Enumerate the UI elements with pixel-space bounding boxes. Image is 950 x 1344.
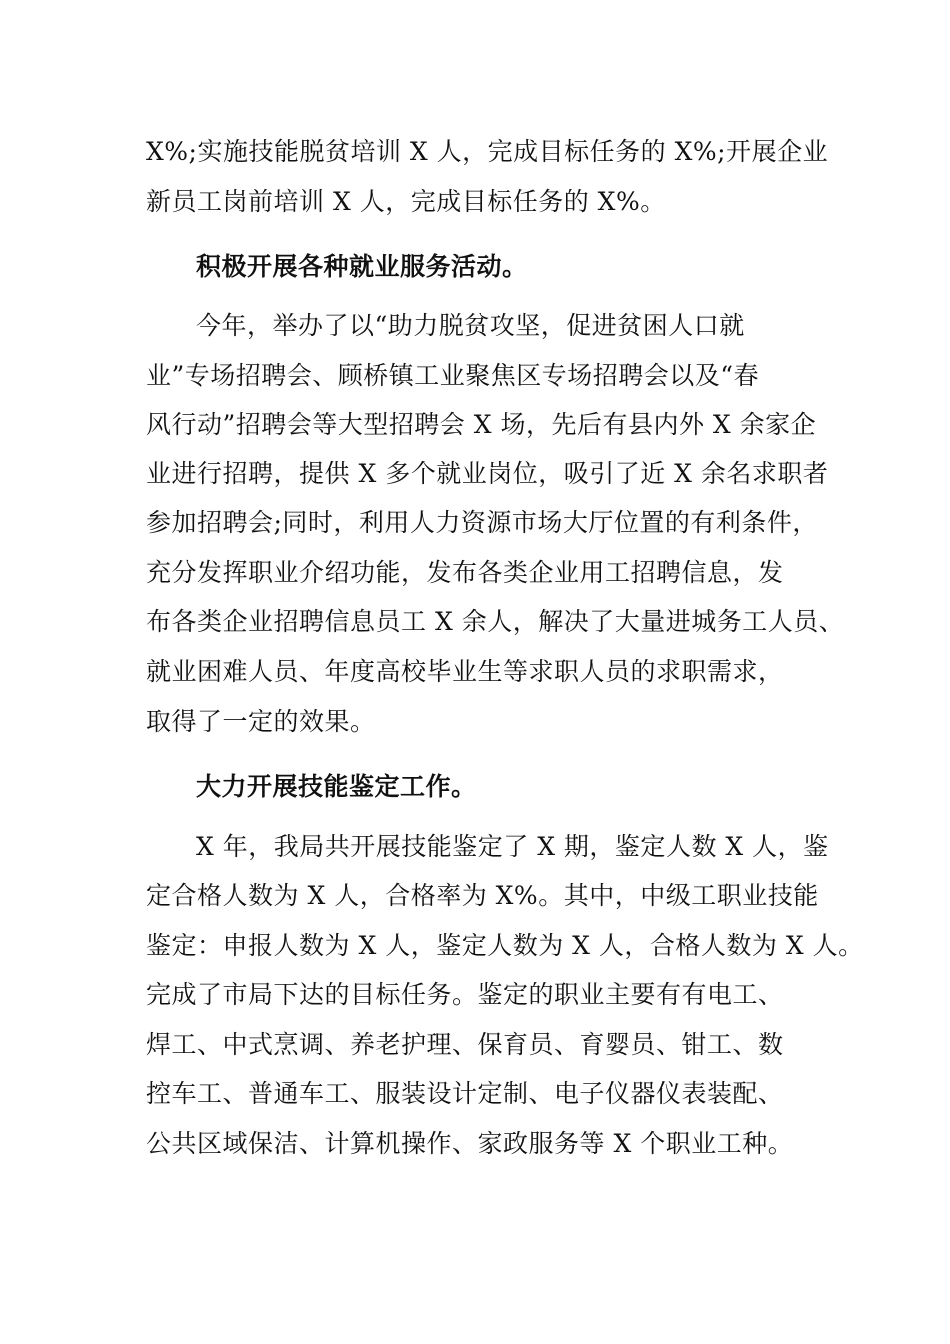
paragraph-line: X%;实施技能脱贫培训 X 人，完成目标任务的 X%;开展企业 [146, 137, 829, 166]
paragraph-line: X 年，我局共开展技能鉴定了 X 期，鉴定人数 X 人，鉴 [196, 832, 829, 861]
paragraph-line: 公共区域保洁、计算机操作、家政服务等 X 个职业工种。 [146, 1129, 794, 1158]
section-heading: 大力开展技能鉴定工作。 [196, 772, 477, 801]
paragraph-line: 布各类企业招聘信息员工 X 余人，解决了大量进城务工人员、 [146, 607, 845, 636]
paragraph-line: 焊工、中式烹调、养老护理、保育员、育婴员、钳工、数 [146, 1030, 784, 1059]
paragraph-line: 业进行招聘，提供 X 多个就业岗位，吸引了近 X 余名求职者 [146, 459, 829, 488]
paragraph-line: 完成了市局下达的目标任务。鉴定的职业主要有有电工、 [146, 980, 784, 1009]
paragraph-line: 取得了一定的效果。 [146, 707, 376, 736]
paragraph-line: 就业困难人员、年度高校毕业生等求职人员的求职需求， [146, 657, 784, 686]
paragraph-line: 定合格人数为 X 人，合格率为 X%。其中，中级工职业技能 [146, 881, 819, 910]
paragraph-line: 充分发挥职业介绍功能，发布各类企业用工招聘信息，发 [146, 558, 784, 587]
paragraph-line: 今年，举办了以“助力脱贫攻坚，促进贫困人口就 [196, 311, 745, 340]
paragraph-line: 参加招聘会;同时，利用人力资源市场大厅位置的有利条件， [146, 508, 818, 537]
paragraph-line: 新员工岗前培训 X 人，完成目标任务的 X%。 [146, 187, 666, 216]
paragraph-line: 业”专场招聘会、顾桥镇工业聚焦区专场招聘会以及“春 [146, 361, 760, 390]
paragraph-line: 控车工、普通车工、服装设计定制、电子仪器仪表装配、 [146, 1079, 784, 1108]
section-heading: 积极开展各种就业服务活动。 [196, 252, 528, 281]
paragraph-line: 风行动”招聘会等大型招聘会 X 场，先后有县内外 X 余家企 [146, 410, 817, 439]
paragraph-line: 鉴定：申报人数为 X 人，鉴定人数为 X 人，合格人数为 X 人。 [146, 931, 864, 960]
